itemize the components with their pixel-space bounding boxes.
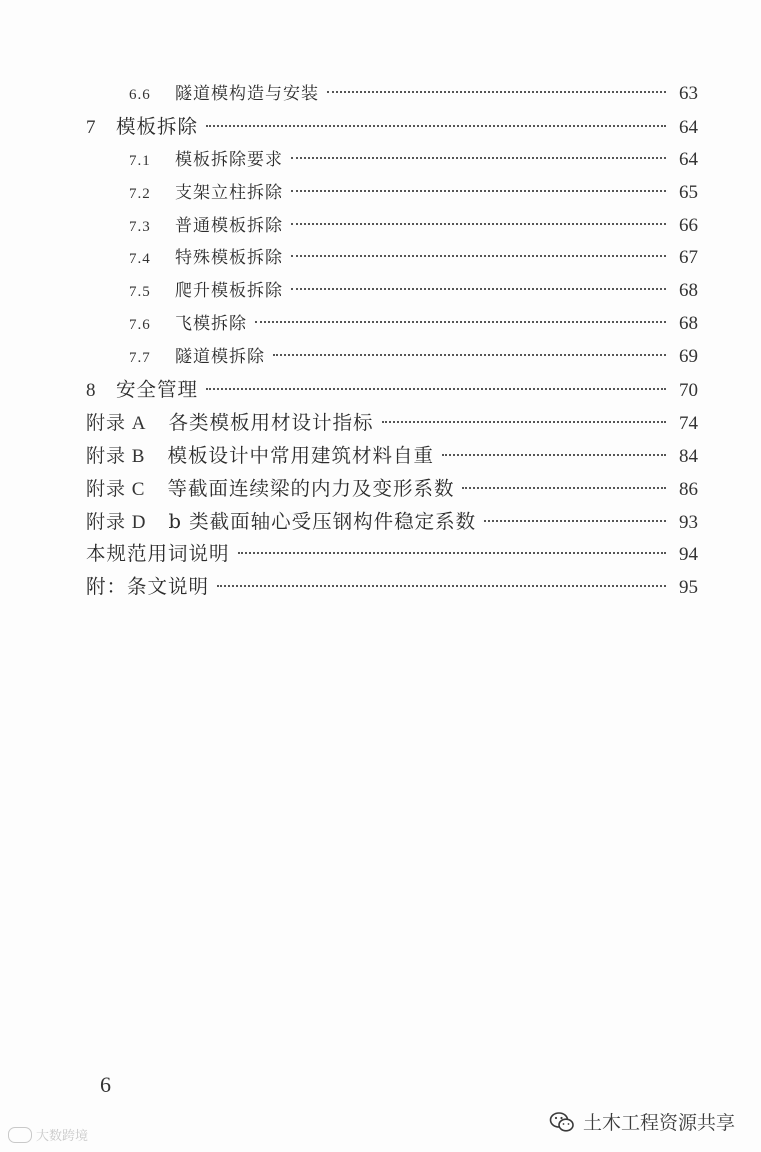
- wechat-icon: [549, 1110, 575, 1134]
- toc-entry-page: 64: [679, 116, 698, 138]
- toc-entry-number: 7.5: [129, 284, 151, 301]
- toc-entry-page: 65: [679, 181, 698, 203]
- toc-entry: [86, 341, 698, 374]
- toc-entry: [86, 407, 698, 440]
- watermark-logo-icon: [8, 1127, 32, 1143]
- watermark-left: [8, 1125, 88, 1144]
- toc-entry-page: 94: [679, 544, 698, 566]
- toc-entry-page: 74: [679, 412, 698, 434]
- toc-entry-page: 67: [679, 247, 698, 269]
- dot-leader: [206, 388, 666, 390]
- toc-entry: [86, 473, 698, 506]
- toc-entry-number: 附录 A: [86, 412, 147, 434]
- toc-entry: [86, 571, 698, 604]
- toc-entry-title: 附：条文说明: [86, 575, 210, 599]
- toc-entry: [86, 308, 698, 341]
- dot-leader: [382, 421, 667, 423]
- toc-entry-page: 68: [679, 313, 698, 335]
- dot-leader: [255, 321, 666, 323]
- page-number: 6: [100, 1072, 111, 1097]
- toc-entry-title: 安全管理: [116, 378, 199, 402]
- toc-entry-number: 6.6: [129, 87, 151, 103]
- toc-entry-page: 84: [679, 445, 698, 467]
- toc-entry-page: 68: [679, 280, 698, 302]
- dot-leader: [462, 487, 666, 489]
- toc-entry-title: 飞模拆除: [175, 314, 247, 335]
- table-of-contents: [86, 78, 698, 604]
- dot-leader: [217, 585, 666, 587]
- toc-entry: [86, 538, 698, 571]
- toc-entry-number: 附录 B: [86, 445, 146, 467]
- toc-entry-title: 模板拆除要求: [175, 149, 283, 170]
- toc-entry: [86, 111, 698, 144]
- toc-entry: [86, 440, 698, 473]
- toc-entry-number: 7.2: [129, 185, 151, 202]
- watermark-left-text: 大数跨境: [36, 1129, 89, 1144]
- toc-entry-title: 等截面连续梁的内力及变形系数: [167, 476, 455, 500]
- watermark-right: [549, 1108, 735, 1135]
- toc-entry-title: 隧道模拆除: [175, 347, 265, 368]
- toc-entry: [86, 506, 698, 539]
- toc-entry-title: 支架立柱拆除: [175, 182, 283, 203]
- dot-leader: [238, 552, 666, 554]
- toc-entry-page: 66: [679, 214, 698, 236]
- dot-leader: [291, 223, 666, 225]
- toc-entry-number: 7: [86, 116, 97, 138]
- toc-entry-title: 模板拆除: [116, 114, 199, 138]
- dot-leader: [442, 454, 666, 456]
- dot-leader: [291, 255, 666, 257]
- toc-entry: [86, 78, 698, 111]
- toc-entry-number: 7.1: [129, 152, 151, 169]
- toc-entry-number: 7.6: [129, 317, 151, 334]
- toc-entry-title: 普通模板拆除: [175, 215, 283, 236]
- toc-entry: [86, 275, 698, 308]
- dot-leader: [273, 354, 666, 356]
- toc-entry-title: 模板设计中常用建筑材料自重: [167, 443, 434, 467]
- toc-entry-page: 63: [679, 83, 698, 104]
- toc-entry-page: 70: [679, 380, 698, 402]
- toc-entry-number: 附录 C: [86, 478, 146, 500]
- toc-entry: [86, 177, 698, 210]
- toc-entry-page: 95: [679, 577, 698, 599]
- toc-entry-number: 8: [86, 380, 97, 402]
- toc-entry-title: 爬升模板拆除: [175, 281, 283, 302]
- dot-leader: [484, 520, 666, 522]
- toc-entry-page: 93: [679, 511, 698, 533]
- toc-entry-title: b 类截面轴心受压钢构件稳定系数: [168, 509, 477, 533]
- toc-entry: [86, 210, 698, 243]
- toc-entry-title: 特殊模板拆除: [175, 248, 283, 269]
- watermark-right-text: 土木工程资源共享: [582, 1112, 735, 1134]
- toc-entry-title: 各类模板用材设计指标: [168, 410, 374, 434]
- toc-entry-page: 64: [679, 148, 698, 170]
- toc-entry: [86, 242, 698, 275]
- toc-entry-title: 隧道模构造与安装: [175, 84, 319, 104]
- toc-entry: [86, 144, 698, 177]
- toc-entry: [86, 374, 698, 407]
- toc-entry-number: 7.4: [129, 251, 151, 268]
- toc-entry-page: 86: [679, 478, 698, 500]
- dot-leader: [206, 125, 666, 127]
- dot-leader: [291, 288, 666, 290]
- dot-leader: [291, 190, 666, 192]
- toc-entry-number: 7.7: [129, 350, 151, 367]
- dot-leader: [291, 157, 666, 159]
- toc-entry-page: 69: [679, 346, 698, 368]
- toc-entry-number: 附录 D: [86, 511, 147, 533]
- toc-entry-number: 7.3: [129, 218, 151, 235]
- dot-leader: [327, 91, 666, 93]
- toc-entry-title: 本规范用词说明: [86, 542, 230, 566]
